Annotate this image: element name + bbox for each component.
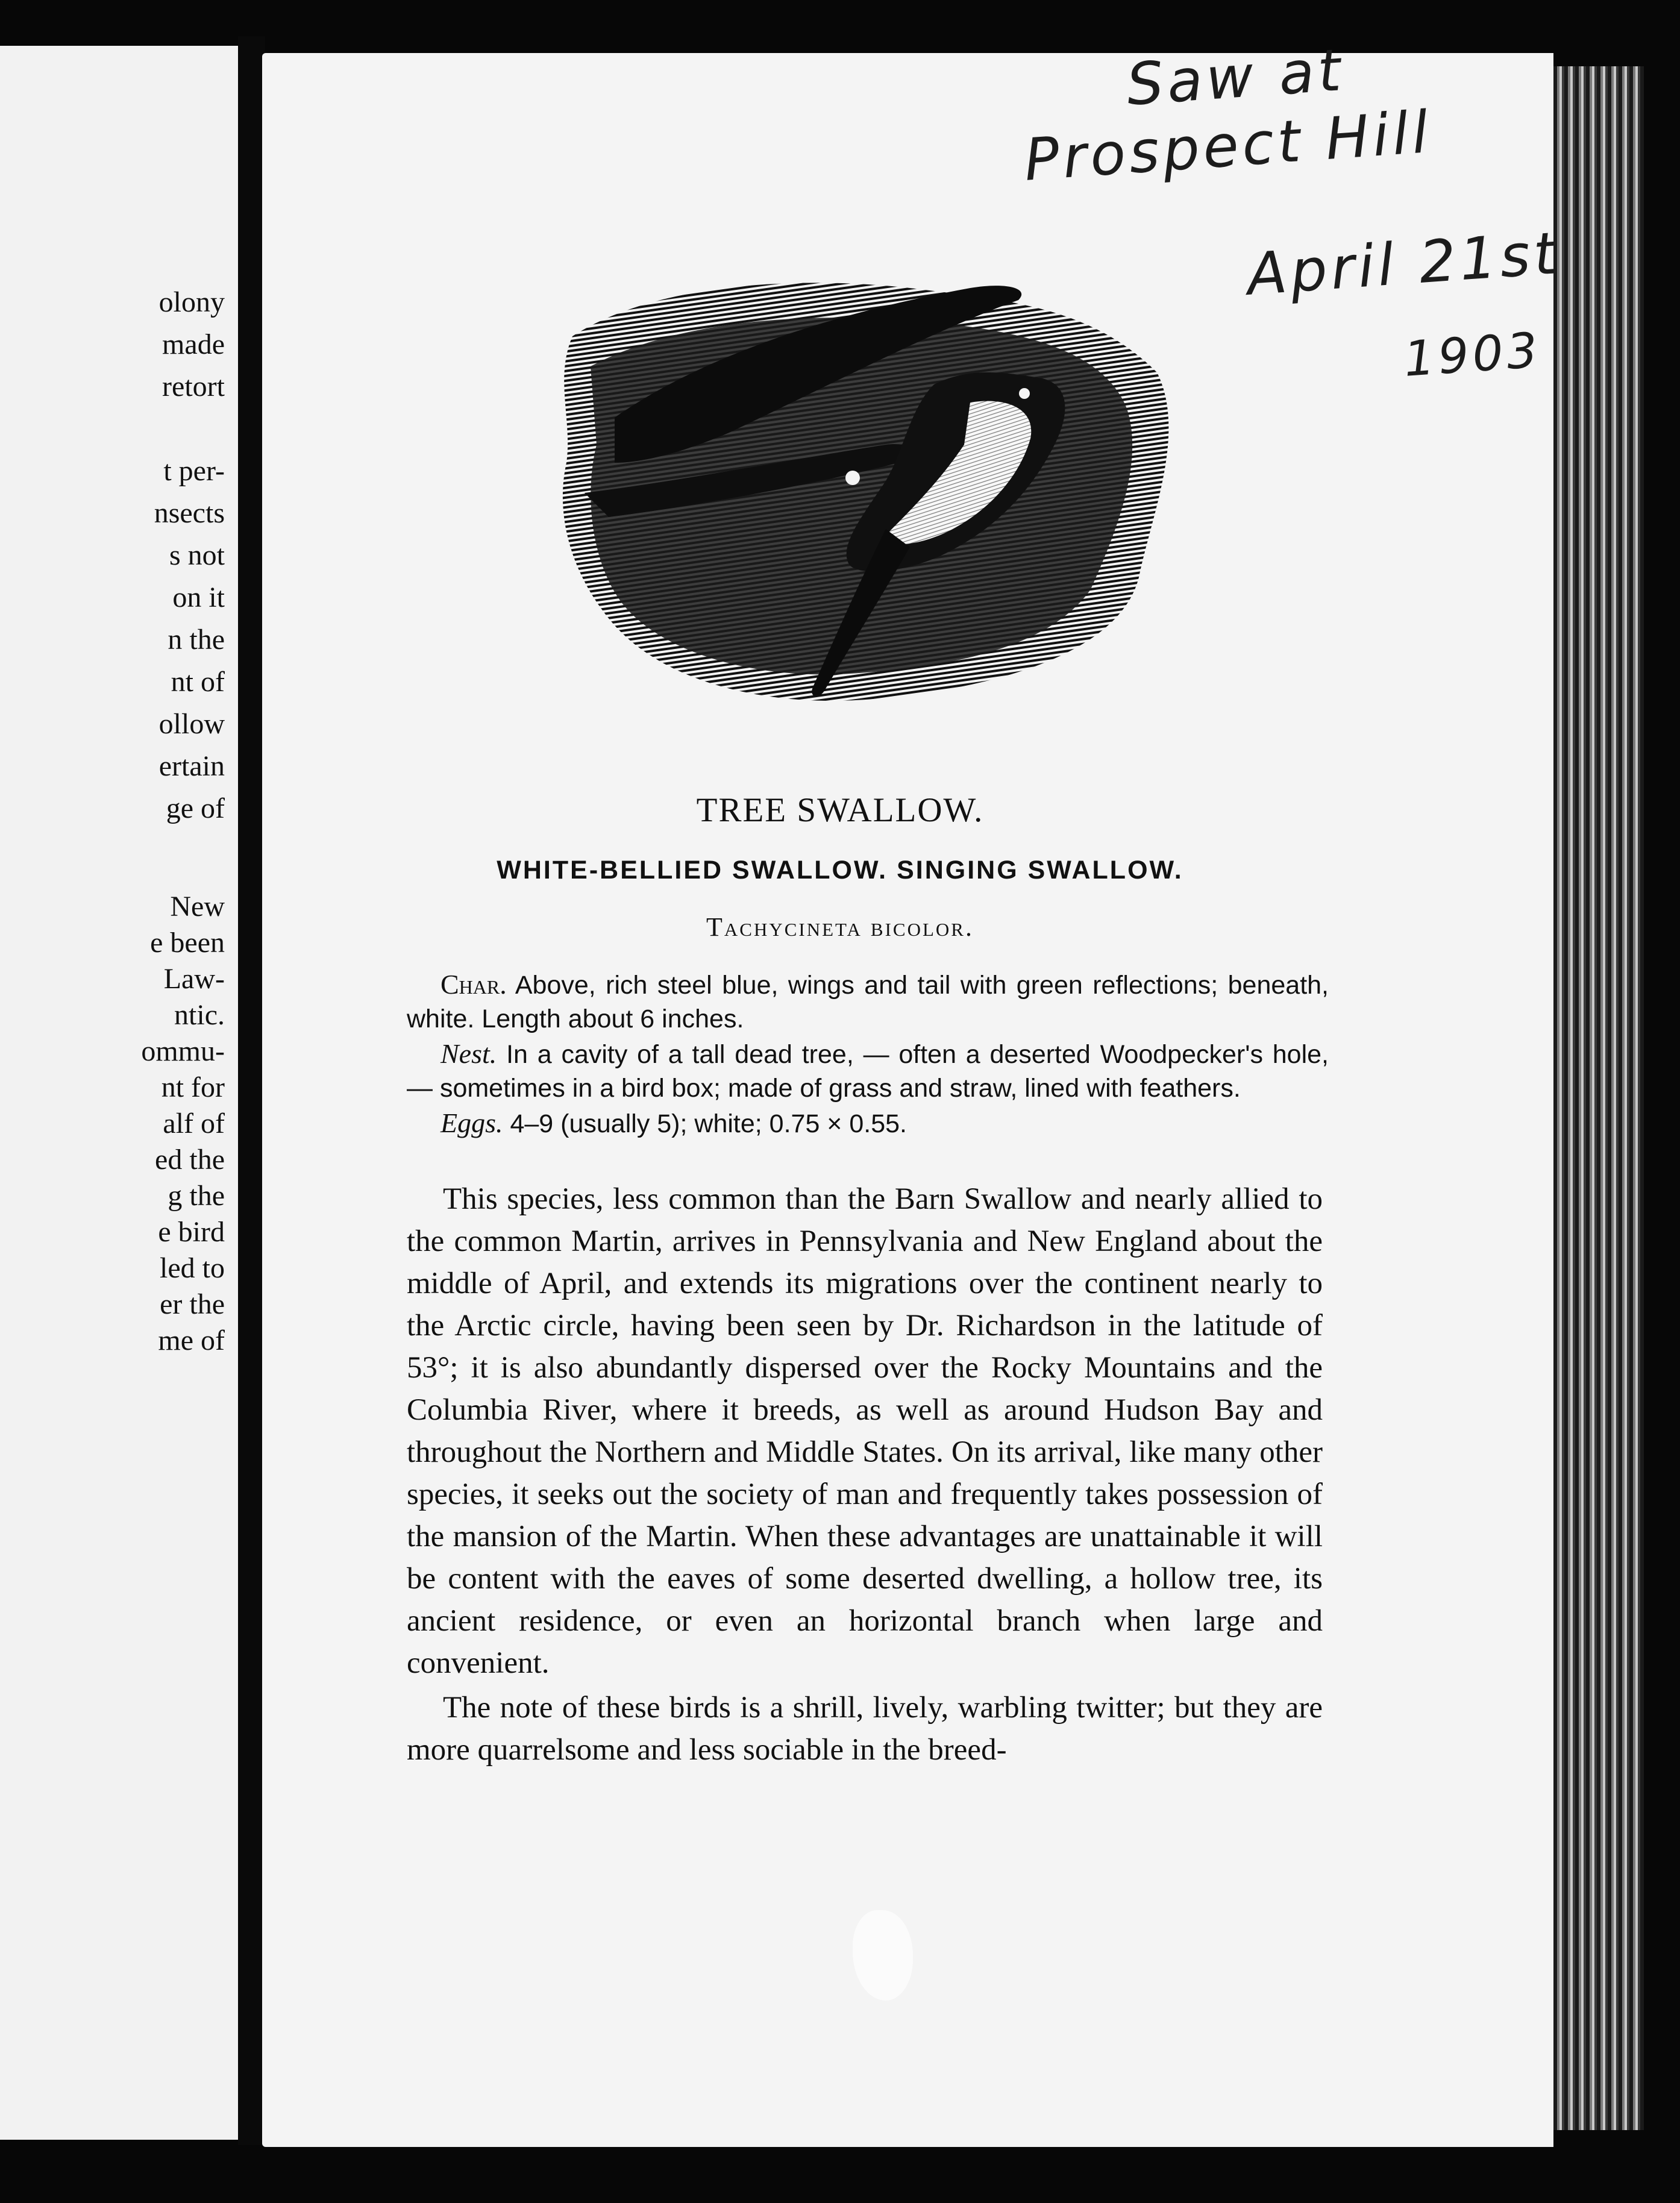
char-text: Above, rich steel blue, wings and tail with green reflections; beneath, white. Length about 6 inches. <box>407 971 1329 1033</box>
tree-swallow-engraving <box>548 264 1187 734</box>
left-page-text-fragment: on it <box>172 581 225 613</box>
left-page-text-fragment: Law- <box>163 963 225 995</box>
left-page-text-fragment: me of <box>158 1324 225 1356</box>
left-page-text-fragment: New <box>170 891 225 923</box>
left-page-text-fragment: nt of <box>171 666 225 698</box>
left-page-text-fragment: e been <box>150 927 225 959</box>
eggs-label: Eggs. <box>440 1108 503 1138</box>
page-edges <box>1553 66 1644 2130</box>
left-page-text-fragment: made <box>162 328 225 360</box>
nest-entry <box>407 1037 1329 1105</box>
handwritten-note-line: Saw at <box>1124 36 1347 119</box>
left-page-text-fragment: ntic. <box>174 999 225 1031</box>
paragraph: The note of these birds is a shrill, lively, warbling twitter; but they are more quarrelsome and less sociable in the breed- <box>407 1691 1323 1767</box>
left-page-text-fragment: ertain <box>158 750 225 782</box>
handwritten-note-line: 1903 <box>1402 322 1543 387</box>
left-page-text-fragment: e bird <box>158 1216 225 1248</box>
eggs-entry <box>407 1106 1329 1141</box>
left-page-text-fragment: ge of <box>166 792 225 824</box>
left-page-text-fragment: n the <box>168 624 225 656</box>
left-page-text-fragment: retort <box>162 371 225 403</box>
left-page-text-fragment: t per- <box>163 455 225 487</box>
left-page-text-fragment: ommu- <box>141 1035 225 1067</box>
body-text <box>407 1178 1323 1771</box>
left-page-text-fragment: er the <box>160 1288 225 1320</box>
left-page-text-fragment: nt for <box>161 1071 225 1103</box>
scientific-name: Tachycineta bicolor. <box>706 912 974 942</box>
nest-label: Nest. <box>440 1038 497 1069</box>
characteristics-block <box>407 968 1329 1142</box>
book-gutter <box>238 36 265 2145</box>
left-page-text-fragment: g the <box>168 1180 225 1212</box>
left-page <box>0 46 242 2140</box>
alternate-names: WHITE-BELLIED SWALLOW. SINGING SWALLOW. <box>497 856 1183 885</box>
handwritten-note-line: Prospect Hill <box>1022 98 1434 194</box>
left-page-text-fragment: nsects <box>154 497 225 529</box>
left-page-text-fragment: ed the <box>155 1144 225 1176</box>
left-page-text-fragment: ollow <box>158 708 225 740</box>
paragraph: This species, less common than the Barn Swallow and nearly allied to the common Martin, arrives in Pennsylvania and New England about the middle of April, and extends its migrations over the continent nearly to the Arctic circle, having been seen by Dr. Richardson in the latitude of 53°; it is also abundantly dispersed over the Rocky Mountains and the Columbia River, where it breeds, as well as around Hudson Bay and throughout the Northern and Middle States. On its arrival, like many other species, it seeks out the society of man and frequently takes possession of the mansion of the Martin. When these advantages are unattainable it will be content with the eaves of some deserted dwelling, a hollow tree, its ancient residence, or even an horizontal branch when large and convenient. <box>407 1182 1323 1680</box>
char-entry <box>407 968 1329 1036</box>
eggs-text: 4–9 (usually 5); white; 0.75 × 0.55. <box>510 1109 907 1138</box>
species-title: TREE SWALLOW. <box>696 791 984 829</box>
left-page-text-fragment: s not <box>169 539 225 571</box>
nest-text: In a cavity of a tall dead tree, — often a deserted Woodpecker's hole, — sometimes in a bird box; made of grass and straw, lined with feathers. <box>407 1040 1329 1103</box>
char-label: Char. <box>440 969 507 1000</box>
handwritten-note-line: April 21st <box>1245 219 1562 309</box>
left-page-text-fragment: alf of <box>163 1108 225 1139</box>
left-page-text-fragment: olony <box>158 286 225 318</box>
left-page-text-fragment: led to <box>160 1252 225 1284</box>
